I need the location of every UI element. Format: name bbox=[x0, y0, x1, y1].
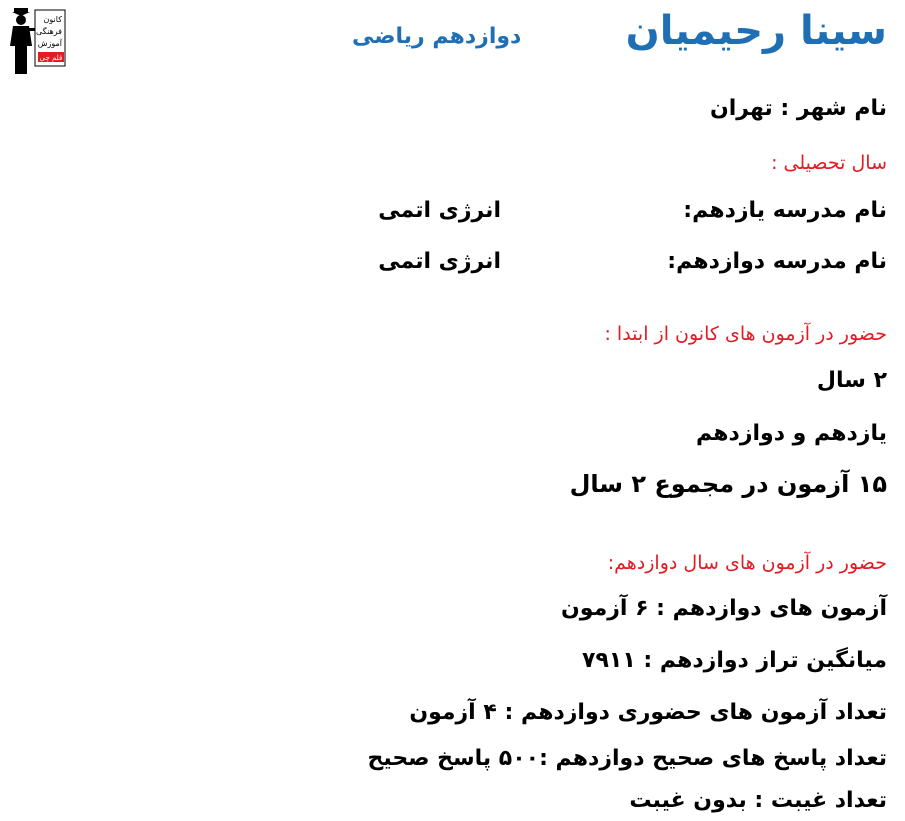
grade12-exams: آزمون های دوازدهم : ۶ آزمون bbox=[561, 596, 887, 621]
grade12-absences: تعداد غیبت : بدون غیبت bbox=[629, 788, 887, 813]
attendance-years: ۲ سال bbox=[816, 368, 887, 393]
grade12-correct-answers: تعداد پاسخ های صحیح دوازدهم :۵۰۰ پاسخ صحیح bbox=[367, 746, 887, 771]
academic-year-label: سال تحصیلی : bbox=[771, 152, 887, 174]
school-11-value: انرژی اتمی bbox=[378, 198, 501, 223]
grade-title: دوازدهم ریاضی bbox=[352, 24, 522, 49]
school-11-label: نام مدرسه یازدهم: bbox=[683, 198, 887, 223]
school-12-label: نام مدرسه دوازدهم: bbox=[667, 249, 887, 274]
grade12-in-person-exams: تعداد آزمون های حضوری دوازدهم : ۴ آزمون bbox=[409, 700, 887, 725]
logo-line-4: قلم چی bbox=[39, 54, 63, 62]
attendance-total-exams: ۱۵ آزمون در مجموع ۲ سال bbox=[569, 470, 887, 498]
attendance-grade12-heading: حضور در آزمون های سال دوازدهم: bbox=[607, 552, 887, 574]
attendance-from-start-heading: حضور در آزمون های کانون از ابتدا : bbox=[604, 323, 887, 345]
city-line: نام شهر : تهران bbox=[709, 96, 887, 121]
kanoon-logo bbox=[8, 6, 66, 76]
student-name: سینا رحیمیان bbox=[625, 8, 887, 54]
logo-line-1: کانون bbox=[43, 15, 62, 24]
logo-line-3: آموزش bbox=[37, 39, 62, 48]
attendance-grades: یازدهم و دوازدهم bbox=[696, 421, 887, 446]
logo-line-2: فرهنگی bbox=[36, 27, 62, 36]
school-12-value: انرژی اتمی bbox=[378, 249, 501, 274]
grade12-average-score: میانگین تراز دوازدهم : ۷۹۱۱ bbox=[582, 648, 887, 673]
